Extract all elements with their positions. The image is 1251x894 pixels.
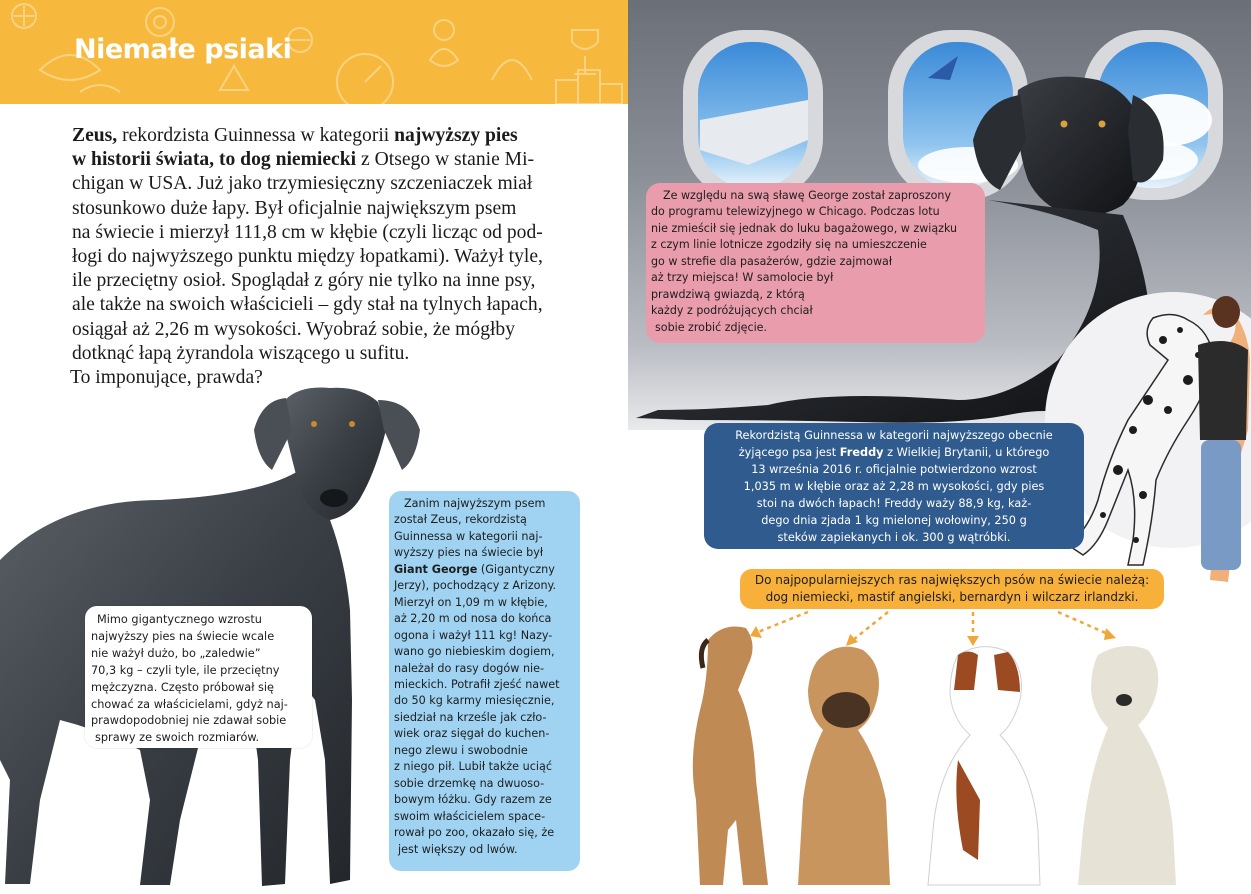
box-line: steków zapiekanych i ok. 300 g wątróbki.: [777, 531, 1011, 544]
box-line: wyższy pies na świecie był: [394, 546, 544, 560]
box-line: mężczyzna. Często próbował się: [91, 680, 274, 694]
box-line-part: z Wielkiej Brytanii, u którego: [883, 446, 1050, 459]
box-line: ogona i ważył 111 kg! Nazy-: [394, 628, 553, 642]
box-line: wiek oraz sięgał do kuchen-: [394, 727, 550, 741]
box-line: nie zmieścił się jednak do luku bagażowego, w związku: [651, 221, 958, 235]
box-line: nego zlewu i swobodnie: [394, 743, 528, 757]
box-line: wano go niebieskim dogiem,: [394, 645, 555, 659]
box-line: sobie drzemkę na dwuoso-: [394, 776, 545, 790]
page-title: Niemałe psiaki: [74, 34, 292, 65]
box-line: swoim właścicielem space-: [394, 809, 546, 823]
info-box-tv-flight: [646, 183, 985, 343]
box-line: do 50 kg karmy miesięcznie,: [394, 694, 555, 708]
box-line: go w strefie dla pasażerów, gdzie zajmował: [651, 254, 892, 268]
box-line: dego dnia zjada 1 kg mielonej wołowiny, 250 g: [761, 514, 1027, 527]
box-line: jest większy od lwów.: [398, 842, 518, 856]
box-line: Zanim najwyższym psem: [404, 497, 546, 510]
main-line: ale także na swoich właścicieli – gdy stał na tylnych łapach,: [72, 294, 543, 316]
box-line: stoi na dwóch łapach! Freddy waży 88,9 kg, każ-: [756, 497, 1032, 510]
box-line: chować za właścicielami, gdyż naj-: [91, 697, 288, 711]
box-line: z niego pił. Lubił także uciąć: [394, 760, 552, 774]
giant-george-name: Giant George: [394, 562, 478, 576]
main-line: To imponujące, prawda?: [70, 367, 263, 389]
box-line: dog niemiecki, mastif angielski, bernardyn i wilczarz irlandzki.: [765, 589, 1139, 604]
box-line: Mimo gigantycznego wzrostu: [97, 613, 262, 626]
box-line: [394, 562, 575, 578]
box-line: Ze względu na swą sławę George został zaproszony: [663, 189, 952, 202]
main-line: chigan w USA. Już jako trzymiesięczny szczeniaczek miał: [72, 173, 533, 195]
info-box-giant-george: [389, 491, 580, 871]
box-line: Rekordzistą Guinnessa w kategorii najwyższego obecnie: [735, 429, 1053, 442]
box-line: bowym łóżku. Gdy razem ze: [394, 793, 552, 807]
main-line-part: z Otsego w stanie Mi-: [356, 149, 535, 171]
info-box-weight: [85, 606, 312, 748]
box-line: do programu telewizyjnego w Chicago. Podczas lotu: [651, 205, 940, 219]
box-line: aż trzy miejsca! W samolocie był: [651, 271, 834, 285]
box-line: prawdopodobniej nie zdawał sobie: [91, 714, 287, 728]
box-line: Guinnessa w kategorii naj-: [394, 529, 543, 543]
main-line: stosunkowo duże łapy. Był oficjalnie największym psem: [72, 197, 517, 219]
main-line: osiągał aż 2,26 m wysokości. Wyobraź sobie, że mógłby: [72, 318, 516, 340]
main-line-bold: w historii świata, to dog niemiecki: [72, 149, 357, 171]
freddy-name: Freddy: [839, 446, 884, 459]
box-line: 13 września 2016 r. oficjalnie potwierdzono wzrost: [751, 463, 1037, 476]
box-line-part: (Gigantyczny: [477, 562, 555, 576]
main-line-part: rekordzista Guinnessa w kategorii: [117, 125, 395, 146]
box-line: 70,3 kg – czyli tyle, ile przeciętny: [91, 663, 280, 677]
main-line: na świecie i mierzył 111,8 cm w kłębie (czyli licząc od pod-: [72, 221, 543, 243]
box-line: Mierzył on 1,09 m w kłębie,: [394, 595, 548, 609]
box-line: sobie zrobić zdjęcie.: [655, 320, 768, 334]
breed-dogs-image: [693, 627, 1176, 886]
zeus-name: Zeus,: [72, 125, 118, 146]
box-line: prawdziwą gwiazdą, z którą: [651, 287, 805, 301]
box-line: Jerzy), pochodzący z Arizony.: [394, 579, 557, 593]
main-line: dotknąć łapą żyrandola wiszącego u sufitu.: [72, 342, 410, 364]
box-line-part: żyjącego psa jest: [738, 446, 840, 459]
box-line: siedział na krześle jak czło-: [394, 710, 547, 724]
box-line: nie ważył dużo, bo „zaledwie”: [91, 646, 261, 660]
main-line: łogi do najwyższego punktu między łopatkami). Ważył tyle,: [72, 246, 543, 268]
box-line: został Zeus, rekordzistą: [394, 513, 527, 527]
box-line: z czym linie lotnicze zgodziły się na umieszczenie: [651, 238, 927, 252]
box-line: najwyższy pies na świecie wcale: [91, 629, 275, 643]
box-line: aż 2,20 m od nosa do końca: [394, 612, 552, 626]
box-line: każdy z podróżujących chciał: [651, 304, 813, 318]
box-line: mieckich. Potrafił zjeść nawet: [394, 677, 560, 691]
info-box-breeds: [740, 569, 1164, 609]
box-line: rował po zoo, okazało się, że: [394, 826, 555, 840]
main-line-bold: najwyższy pies: [394, 125, 518, 146]
box-line: [710, 444, 1078, 461]
box-line: 1,035 m w kłębie oraz aż 2,28 m wysokości, gdy pies: [743, 480, 1045, 493]
box-line: Do najpopularniejszych ras największych psów na świecie należą:: [754, 573, 1150, 587]
main-line: ile przeciętny osioł. Spoglądał z góry nie tylko na inne psy,: [72, 270, 536, 292]
info-box-freddy: [704, 423, 1084, 549]
box-line: należał do rasy dogów nie-: [394, 661, 545, 675]
box-line: sprawy ze swoich rozmiarów.: [95, 731, 260, 745]
